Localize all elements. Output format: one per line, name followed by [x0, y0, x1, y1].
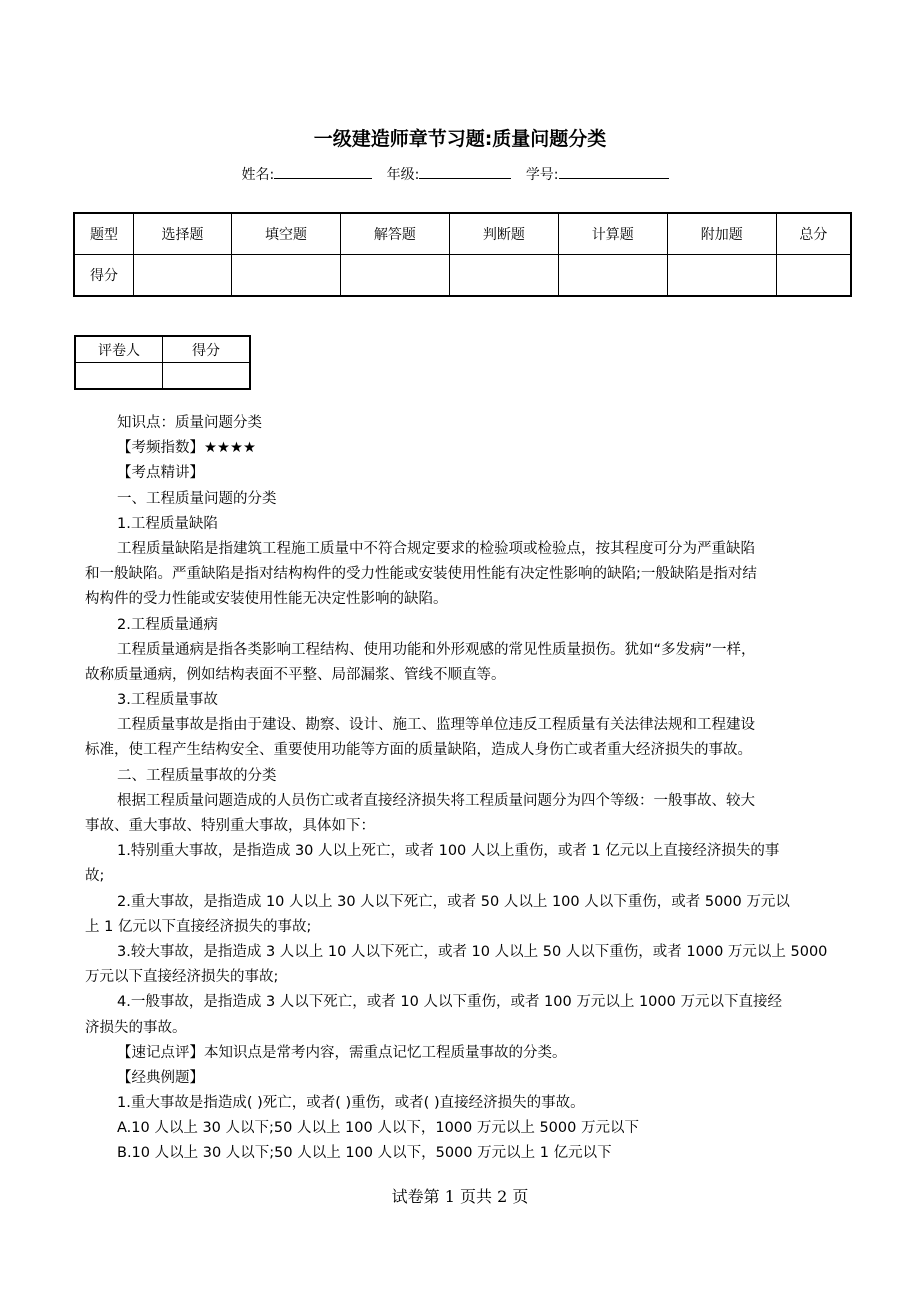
paragraph — [85, 713, 860, 763]
score-cell[interactable] — [340, 255, 449, 297]
page-title: 一级建造师章节习题:质量问题分类 — [313, 128, 607, 150]
paragraph — [85, 537, 860, 613]
text-line: 1.重大事故是指造成( )死亡，或者( )重伤，或者( )直接经济损失的事故。 — [117, 1095, 585, 1112]
score-cell[interactable] — [776, 255, 851, 297]
text-line: 工程质量通病是指各类影响工程结构、使用功能和外形观感的常见性质量损伤。犹如“多发病”一样， — [117, 641, 756, 658]
text-line: 和一般缺陷。严重缺陷是指对结构构件的受力性能或安装使用性能有决定性影响的缺陷;一般缺陷是指对结 — [85, 566, 757, 583]
text-line: 【经典例题】 — [117, 1069, 204, 1086]
text-line: 2.工程质量通病 — [117, 616, 218, 633]
text-line: 故; — [85, 868, 105, 885]
text-line: 4.一般事故，是指造成 3 人以下死亡，或者 10 人以下重伤，或者 100 万元以上 1000 万元以下直接经 — [117, 994, 782, 1011]
paragraph — [85, 940, 860, 990]
paragraph — [85, 638, 860, 688]
id-field[interactable] — [559, 164, 669, 179]
paragraph — [85, 789, 860, 839]
header-cell: 判断题 — [449, 213, 558, 255]
paragraph — [85, 1041, 860, 1066]
header-cell: 附加题 — [667, 213, 776, 255]
text-line: A.10 人以上 30 人以下;50 人以上 100 人以下，1000 万元以上 5000 万元以下 — [117, 1120, 639, 1137]
header-cell: 题型 — [74, 213, 134, 255]
text-line: 工程质量缺陷是指建筑工程施工质量中不符合规定要求的检验项或检验点，按其程度可分为严重缺陷 — [117, 540, 755, 557]
text-line: 根据工程质量问题造成的人员伤亡或者直接经济损失将工程质量问题分为四个等级：一般事故、较大 — [117, 792, 755, 809]
header-cell: 填空题 — [232, 213, 341, 255]
grader-table — [74, 335, 251, 390]
text-line: 故称质量通病，例如结构表面不平整、局部漏浆、管线不顺直等。 — [85, 666, 506, 683]
text-line: 二、工程质量事故的分类 — [117, 767, 277, 784]
score-cell[interactable] — [232, 255, 341, 297]
text-line: 工程质量事故是指由于建设、勘察、设计、施工、监理等单位违反工程质量有关法律法规和工程建设 — [117, 717, 755, 734]
paragraph — [85, 764, 860, 789]
text-line: B.10 人以上 30 人以下;50 人以上 100 人以下，5000 万元以上 1 亿元以下 — [117, 1145, 612, 1162]
text-line: 构构件的受力性能或安装使用性能无决定性影响的缺陷。 — [85, 591, 448, 608]
score-header-row — [74, 213, 851, 255]
grader-score-cell[interactable] — [163, 363, 251, 390]
header-cell: 选择题 — [134, 213, 232, 255]
paragraph — [85, 487, 860, 512]
text-line: 1.工程质量缺陷 — [117, 515, 218, 532]
paragraph — [85, 688, 860, 713]
header-cell: 计算题 — [558, 213, 667, 255]
text-line: 事故、重大事故、特别重大事故，具体如下： — [85, 818, 375, 834]
text-line: 1.特别重大事故，是指造成 30 人以上死亡，或者 100 人以上重伤，或者 1 亿元以上直接经济损失的事 — [117, 843, 780, 860]
score-cell[interactable] — [449, 255, 558, 297]
text-line: 标准，使工程产生结构安全、重要使用功能等方面的质量缺陷，造成人身伤亡或者重大经济损失的事故。 — [85, 742, 752, 759]
row-label: 得分 — [74, 255, 134, 297]
score-cell[interactable] — [558, 255, 667, 297]
text-line: 万元以下直接经济损失的事故; — [85, 969, 279, 986]
text-line: 2.重大事故，是指造成 10 人以上 30 人以下死亡，或者 50 人以上 100 人以下重伤，或者 5000 万元以 — [117, 893, 790, 910]
paragraph — [85, 1116, 860, 1141]
grader-cell[interactable] — [75, 363, 163, 390]
text-line: 【考点精讲】 — [117, 465, 204, 482]
score-cell[interactable] — [134, 255, 232, 297]
grader-score-header: 得分 — [163, 336, 251, 363]
paragraph — [85, 411, 860, 436]
score-row — [74, 255, 851, 297]
text-line: 上 1 亿元以下直接经济损失的事故; — [85, 918, 312, 935]
paragraph — [85, 839, 860, 889]
score-cell[interactable] — [667, 255, 776, 297]
paragraph — [85, 1066, 860, 1091]
text-line: 济损失的事故。 — [85, 1019, 187, 1036]
name-label: 姓名: — [241, 167, 275, 183]
paragraph — [85, 613, 860, 638]
paragraph — [85, 890, 860, 940]
text-line: 【速记点评】本知识点是常考内容，需重点记忆工程质量事故的分类。 — [117, 1044, 567, 1061]
score-table — [73, 212, 852, 297]
text-line: 一、工程质量问题的分类 — [117, 490, 277, 507]
text-line: 知识点：质量问题分类 — [117, 415, 262, 431]
paragraph — [85, 436, 860, 461]
grader-header: 评卷人 — [75, 336, 163, 363]
grade-field[interactable] — [419, 164, 511, 179]
paragraph — [85, 1091, 860, 1116]
document-body — [85, 411, 860, 1167]
paragraph — [85, 461, 860, 486]
text-line: 3.工程质量事故 — [117, 692, 218, 709]
paragraph — [85, 512, 860, 537]
student-info — [0, 164, 920, 184]
header-cell: 解答题 — [340, 213, 449, 255]
page-footer: 试卷第 1 页共 2 页 — [391, 1187, 529, 1206]
text-line: 【考频指数】★★★★ — [117, 440, 256, 457]
header-cell: 总分 — [776, 213, 851, 255]
text-line: 3.较大事故，是指造成 3 人以上 10 人以下死亡，或者 10 人以上 50 人以下重伤，或者 1000 万元以上 5000 — [117, 943, 828, 960]
paragraph — [85, 1141, 860, 1166]
name-field[interactable] — [274, 164, 372, 179]
grade-label: 年级: — [386, 167, 420, 183]
paragraph — [85, 990, 860, 1040]
id-label: 学号: — [525, 167, 559, 183]
